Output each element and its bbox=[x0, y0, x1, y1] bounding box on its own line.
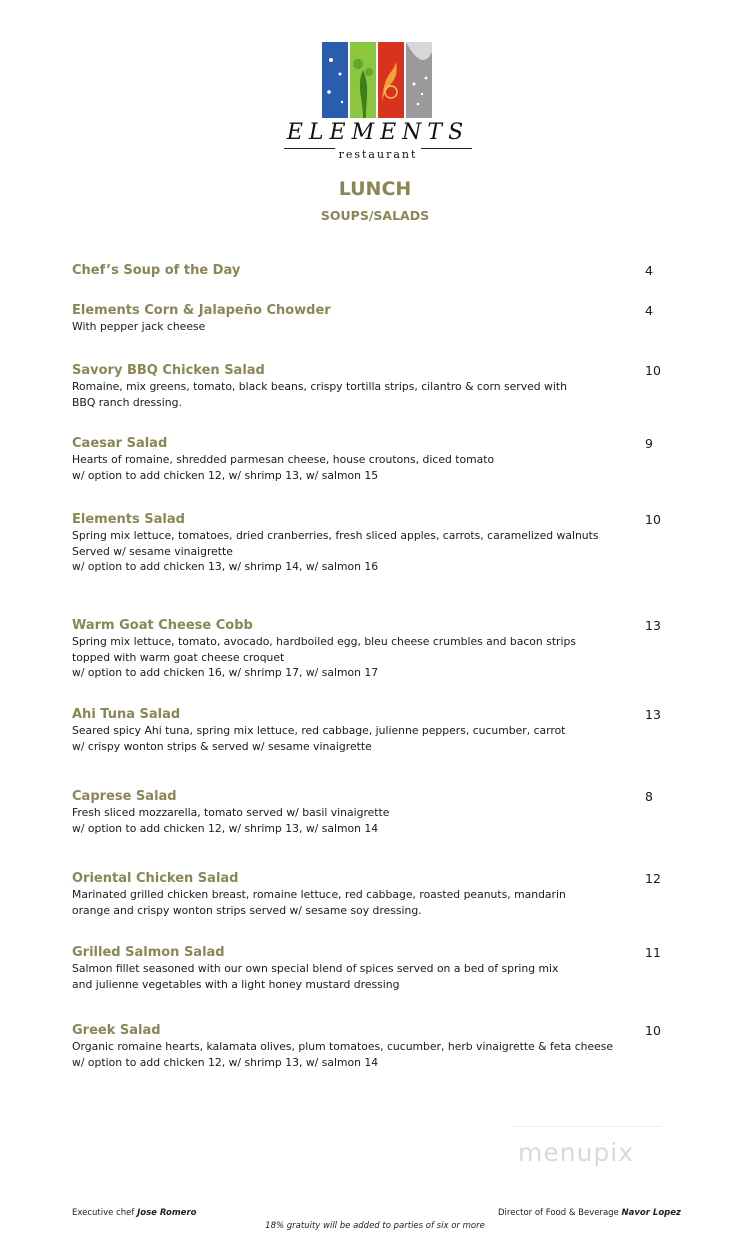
gratuity-note: 18% gratuity will be added to parties of six or more bbox=[265, 1221, 485, 1231]
item-description: Spring mix lettuce, tomato, avocado, hardboiled egg, bleu cheese crumbles and bacon strips topped with warm goat cheese croquet w/ option to add chicken 16, w/ shrimp 17, w/ salmon 17 bbox=[72, 635, 576, 679]
item-price: 9 bbox=[645, 436, 653, 451]
item-description: Spring mix lettuce, tomatoes, dried cranberries, fresh sliced apples, carrots, caramelized walnuts Served w/ sesame vinaigrette w/ option to add chicken 13, w/ shrimp 14, w/ salmon 16 bbox=[72, 529, 599, 573]
menu-item bbox=[72, 617, 682, 681]
item-price: 8 bbox=[645, 789, 653, 804]
menu-item bbox=[72, 435, 682, 483]
item-name: Caesar Salad bbox=[72, 436, 168, 451]
watermark-divider bbox=[512, 1126, 662, 1127]
item-description: With pepper jack cheese bbox=[72, 320, 206, 333]
item-description: Seared spicy Ahi tuna, spring mix lettuce, red cabbage, julienne peppers, cucumber, carrot w/ crispy wonton strips & served w/ sesame vinaigrette bbox=[72, 724, 566, 753]
menu-item bbox=[72, 302, 682, 335]
restaurant-logo bbox=[282, 42, 474, 162]
item-price: 11 bbox=[645, 945, 661, 960]
item-description: Marinated grilled chicken breast, romaine lettuce, red cabbage, roasted peanuts, mandarin orange and crispy wonton strips served w/ sesame soy dressing. bbox=[72, 888, 566, 917]
menu-item bbox=[72, 706, 682, 754]
logo-elements-tiles bbox=[322, 42, 434, 118]
item-name: Grilled Salmon Salad bbox=[72, 945, 225, 960]
item-name: Ahi Tuna Salad bbox=[72, 707, 181, 722]
item-name: Oriental Chicken Salad bbox=[72, 871, 239, 886]
logo-subtitle bbox=[282, 148, 474, 161]
item-name: Chef’s Soup of the Day bbox=[72, 263, 241, 278]
menu-item bbox=[72, 511, 682, 575]
menupix-watermark: menupix bbox=[518, 1138, 635, 1167]
menu-title: LUNCH bbox=[338, 178, 412, 200]
director-label: Director of Food & Beverage bbox=[498, 1208, 619, 1218]
item-name: Elements Salad bbox=[72, 512, 185, 527]
item-price: 4 bbox=[645, 303, 653, 318]
logo-subtitle-text: restaurant bbox=[335, 148, 422, 161]
chef-name: Jose Romero bbox=[137, 1208, 197, 1218]
menu-item bbox=[72, 944, 682, 992]
item-name: Warm Goat Cheese Cobb bbox=[72, 618, 253, 633]
item-description: Hearts of romaine, shredded parmesan cheese, house croutons, diced tomato w/ option to add chicken 12, w/ shrimp 13, w/ salmon 15 bbox=[72, 453, 495, 482]
executive-chef-credit bbox=[72, 1208, 196, 1218]
item-price: 10 bbox=[645, 363, 661, 378]
menu-section: SOUPS/SALADS bbox=[320, 208, 430, 223]
menu-item bbox=[72, 262, 682, 279]
item-price: 10 bbox=[645, 512, 661, 527]
item-price: 10 bbox=[645, 1023, 661, 1038]
chef-label: Executive chef bbox=[72, 1208, 135, 1218]
item-name: Caprese Salad bbox=[72, 789, 177, 804]
item-description: Salmon fillet seasoned with our own special blend of spices served on a bed of spring mix and julienne vegetables with a light honey mustard dressing bbox=[72, 962, 559, 991]
item-name: Savory BBQ Chicken Salad bbox=[72, 363, 265, 378]
item-description: Organic romaine hearts, kalamata olives, plum tomatoes, cucumber, herb vinaigrette & feta cheese w/ option to add chicken 12, w/ shrimp 13, w/ salmon 14 bbox=[72, 1040, 614, 1069]
item-description: Romaine, mix greens, tomato, black beans, crispy tortilla strips, cilantro & corn served with BBQ ranch dressing. bbox=[72, 380, 567, 409]
menu-item bbox=[72, 362, 682, 410]
item-name: Greek Salad bbox=[72, 1023, 161, 1038]
item-price: 13 bbox=[645, 707, 661, 722]
menu-item bbox=[72, 870, 682, 918]
menu-item bbox=[72, 1022, 682, 1070]
item-name: Elements Corn & Jalapeño Chowder bbox=[72, 303, 331, 318]
item-price: 4 bbox=[645, 263, 653, 278]
menu-item bbox=[72, 788, 682, 836]
item-price: 13 bbox=[645, 618, 661, 633]
logo-wordmark: ELEMENTS bbox=[286, 120, 470, 145]
director-name: Navor Lopez bbox=[621, 1208, 681, 1218]
item-price: 12 bbox=[645, 871, 661, 886]
director-credit bbox=[498, 1208, 681, 1218]
item-description: Fresh sliced mozzarella, tomato served w/ basil vinaigrette w/ option to add chicken 12, w/ shrimp 13, w/ salmon 14 bbox=[72, 806, 390, 835]
